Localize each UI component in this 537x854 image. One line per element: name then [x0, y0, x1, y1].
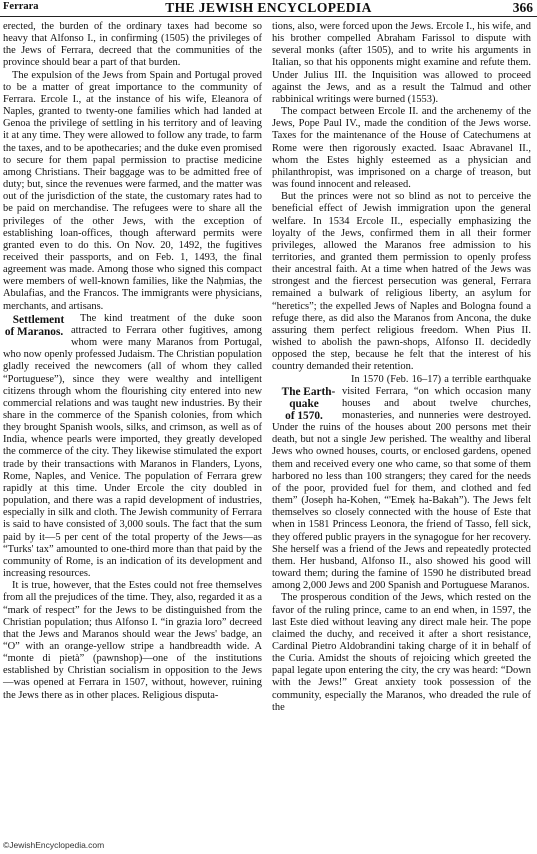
paragraph: But the princes were not so blind as not to perceive the beneficial effect of Jewish immigration upon the general welfare. In 1534 Ercole II., especially emphasizing the loyalty of the Jews, confirmed them in all their former privileges, allowed the Maranos free admission to his territories, and granted them permission to openly profess their ancestral faith. At a time when hatred of the Jews was strongest and the fiercest persecution was general, Ferrara remained a bulwark of religious liberty, an asylum for “heretics”; the expelled Jews of Naples and Bologna found a refuge there, as did also the Maranos from Ancona, the duke assuring them perfect religious freedom. When Pius II. wished to abolish the pawn-shops, Alfonso II. decidedly opposed the step, because he felt that the interest of his country demanded their retention. — [272, 191, 531, 373]
paragraph — [272, 374, 531, 593]
paragraph-text: The kind treatment of the duke soon attracted to Ferrara other fugitives, among whom were many Maranos from Portugal, who now openly professed Judaism. The Christian population gladly received the newcomers (all of whom they called “Portuguese”), since they were wealthy and intelligent citizens through whom the flourishing city entered into new commercial relations and was taught new industries. By their share in the commerce of the Spanish colonies, from which they brought Spanish wools, silks, and crimson, as well as of India, whence pearls were imported, they greatly developed the commerce of the city. They likewise stimulated the export trade by their transactions with Maranos in Flanders, Lyons, Rome, Naples, and Venice. The population of Ferrara grew rapidly at this time. Under Ercole the city doubled in population, and there was a rapid development of industries, especially in silk and cloth. The Jewish community of Ferrara is said to have consisted of 3,000 souls. The fact that the sum paid by it—5 per cent of the total property of the Jews—as “Turks' tax” amounted to one-third more than that paid by the community of Rome, is an indication of its development and increasing resources. — [3, 312, 262, 580]
paragraph: tions, also, were forced upon the Jews. Ercole I., his wife, and his brother compelled Abraham Farissol to dispute with several monks (after 1505), and to write his arguments in Italian, so that his opponents might examine and refute them. Under Julius III. the Inquisition was allowed to proceed against the Jews, and as a result the Talmud and other rabbinical writings were burned (1553). — [272, 21, 531, 105]
paragraph: The expulsion of the Jews from Spain and Portugal proved to be a matter of great importance to the community of Ferrara. Ercole I., at the instance of his wife, Eleanora of Naples, granted to twenty-one families which had landed at Genoa the privilege of settling in his territory and of leaving it at any time. They were allowed to follow any trade, to farm the taxes, and to be apothecaries; and the duke even promised to secure for them papal permission to practise medicine among Christians. Their baggage was to be admitted free of duty; but, since the revenues were farmed, and the matter was out of the jurisdiction of the state, the customary rates had to be paid on merchandise. The refugees were to share all the privileges of the other Jews, with the exception of establishing loan-offices, though afterward permits were granted even to do this. On Nov. 20, 1492, the fugitives received their passports, and on Feb. 1, 1493, the final agreement was made. Among those who signed this compact were members of well-known families, like the Naḥmias, the Abulafias, and the Francos. The immigrants were physicians, merchants, and artisans. — [3, 69, 262, 312]
paragraph: The prosperous condition of the Jews, which rested on the favor of the ruling prince, came to an end when, in 1597, the last Este died without leaving any direct male heir. The pope claimed the duchy, and received it after a short resistance, Cardinal Pietro Aldobrandini taking charge of it in behalf of the Curia. Amidst the shouts of rejoicing which greeted the papal legate upon entering the city, the cry was heard: “Down with the Jews!” Great anxiety took possession of the community, especially the Maranos, who dreaded the rule of the — [272, 592, 531, 713]
paragraph — [3, 313, 262, 580]
right-column — [272, 21, 531, 714]
paragraph-text: In 1570 (Feb. 16–17) a terrible earthquake visited Ferrara, “on which occasion many houses and about twelve churches, monasteries, and nunneries were destroyed. Under the ruins of the houses about 200 persons met their death, but not a single Jew perished. The wealthy and liberal Jews who owned houses, courts, or enclosed gardens, opened them and received every one who came, so that some of them harbored no less than 100 strangers; they cared for the needs of the poor, provided fuel for them, and clothed and fed them” (Joseph ha-Kohen, “'Emeḳ ha-Bakah”). The Jews felt themselves so closely connected with the house of Este that when in 1581 Princess Leonora, the friend of Tasso, fell sick, they offered public prayers in the synagogue for her recovery. She herself was a friend of the Jews and repeatedly protected them. Her husband, Alfonso II., also showed his good will toward them; during the famine of 1590 he distributed bread among 2,000 Jews and 200 Spanish and Portuguese Maranos. — [272, 373, 531, 592]
side-heading-earthquake — [272, 386, 336, 423]
side-heading-line: Settlement — [12, 313, 65, 326]
encyclopedia-title: THE JEWISH ENCYCLOPEDIA — [165, 0, 372, 15]
paragraph: erected, the burden of the ordinary taxes had become so heavy that Alfonso I., in confirming (1505) the privileges of the Jews of Ferrara, decreed that the communities of the province should bear a part of that burden. — [3, 21, 262, 69]
side-heading-line: of 1570. — [285, 409, 323, 422]
copyright-credit: ©JewishEncyclopedia.com — [3, 840, 105, 850]
side-heading-line: The Earth- — [281, 385, 336, 398]
page-header — [0, 0, 537, 16]
page-number: 366 — [512, 0, 533, 15]
section-name: Ferrara — [3, 1, 39, 12]
side-heading-settlement — [3, 314, 65, 338]
side-heading-line: of Maranos. — [4, 325, 64, 338]
paragraph: The compact between Ercole II. and the archenemy of the Jews, Pope Paul IV., made the condition of the Jews worse. Taxes for the maintenance of the House of Catechumens at Rome were then rigorously exacted. Isaac Abravanel II., whom the Estes highly esteemed as a physician and philanthropist, was imprisoned on a charge of treason, but was found innocent and released. — [272, 106, 531, 191]
side-heading-line: quake — [289, 397, 319, 410]
paragraph: It is true, however, that the Estes could not free themselves from all the prejudices of the time. They, also, regarded it as a “mark of respect” for the Jews to be distinguished from the Christian population; thus Alfonso I. “in grazia loro” decreed that the Jews and Maranos should wear the Jews' badge, an “O” with an orange-yellow stripe a handbreadth wide. A “monte di pietà” (pawnshop)—one of the institutions established by Christian socialism in opposition to the Jews—was opened at Ferrara in 1507, without, however, ruining the Jews there as in other places. Religious disputa- — [3, 580, 262, 701]
left-column — [3, 21, 262, 702]
header-rule — [0, 16, 537, 17]
